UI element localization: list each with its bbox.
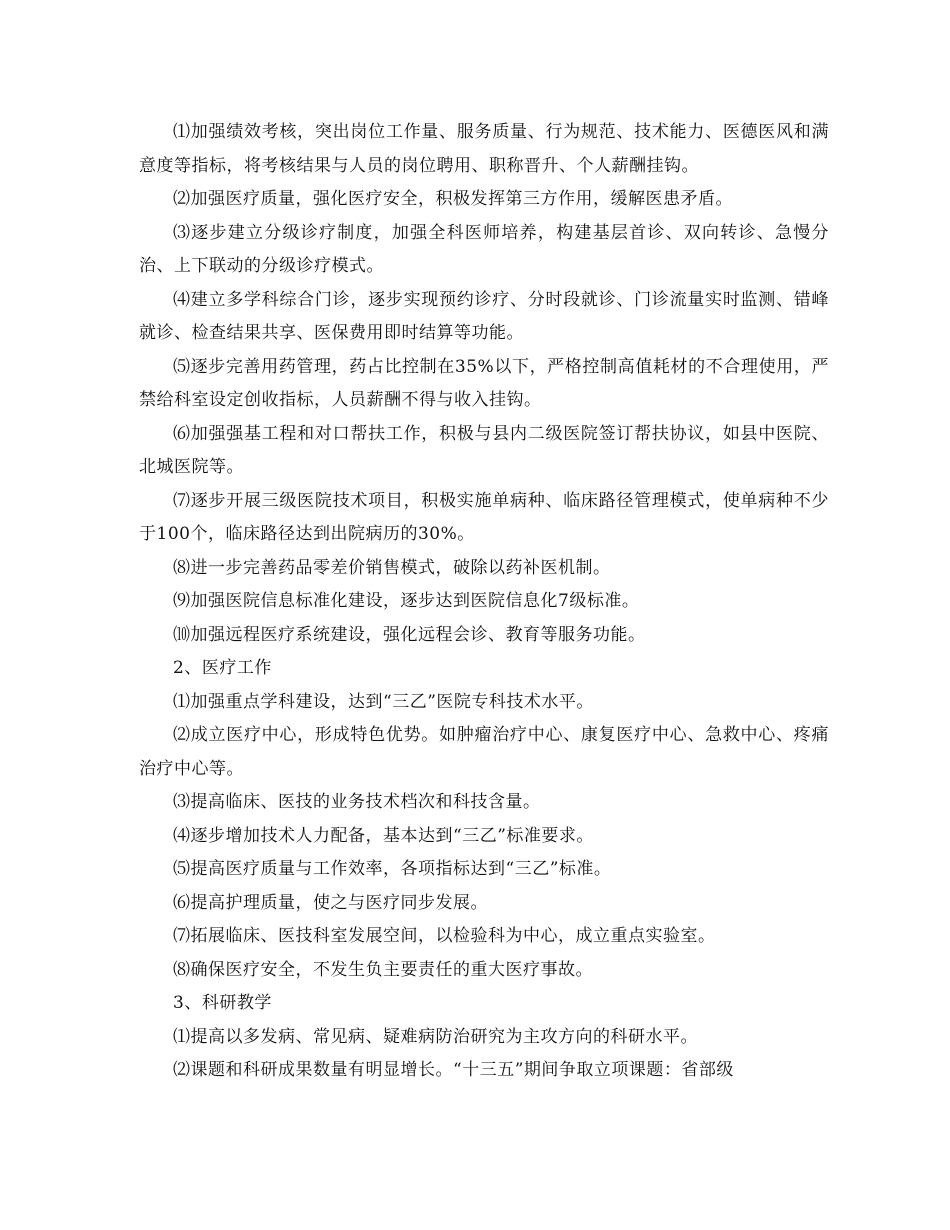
paragraph-4: ⑷建立多学科综合门诊，逐步实现预约诊疗、分时段就诊、门诊流量实时监测、错峰就诊、检查结果共享、医保费用即时结算等功能。 (139, 289, 829, 343)
paragraph-10: ⑽加强远程医疗系统建设，强化远程会诊、教育等服务功能。 (173, 624, 646, 645)
paragraph-17: ⑹提高护理质量，使之与医疗同步发展。 (173, 892, 488, 913)
paragraph-8: ⑻进一步完善药品零差价销售模式，破除以药补医机制。 (173, 557, 611, 578)
paragraph-5: ⑸逐步完善用药管理，药占比控制在35%以下，严格控制高值耗材的不合理使用，严禁给科室设定创收指标，人员薪酬不得与收入挂钩。 (139, 356, 829, 410)
paragraph-13: ⑵成立医疗中心，形成特色优势。如肿瘤治疗中心、康复医疗中心、急救中心、疼痛治疗中心等。 (139, 725, 829, 779)
section-heading-research-teaching: 3、科研教学 (173, 993, 272, 1013)
paragraph-9: ⑼加强医院信息标准化建设，逐步达到医院信息化7级标准。 (173, 591, 640, 611)
section-heading-medical-work: 2、医疗工作 (173, 658, 272, 678)
paragraph-15: ⑷逐步增加技术人力配备，基本达到“三乙”标准要求。 (173, 825, 594, 846)
paragraph-21: ⑴提高以多发病、常见病、疑难病防治研究为主攻方向的科研水平。 (173, 1026, 698, 1047)
paragraph-12: ⑴加强重点学科建设，达到“三乙”医院专科技术水平。 (173, 691, 594, 712)
paragraph-6: ⑹加强强基工程和对口帮扶工作，积极与县内二级医院签订帮扶协议，如县中医院、北城医院等。 (139, 423, 829, 477)
document-body (139, 116, 829, 1088)
paragraph-22: ⑵课题和科研成果数量有明显增长。“十三五”期间争取立项课题：省部级 (173, 1060, 734, 1080)
paragraph-1: ⑴加强绩效考核，突出岗位工作量、服务质量、行为规范、技术能力、医德医风和满意度等指标，将考核结果与人员的岗位聘用、职称晋升、个人薪酬挂钩。 (139, 122, 829, 176)
paragraph-7: ⑺逐步开展三级医院技术项目，积极实施单病种、临床路径管理模式，使单病种不少于100个，临床路径达到出院病历的30%。 (139, 490, 829, 544)
paragraph-16: ⑸提高医疗质量与工作效率，各项指标达到“三乙”标准。 (173, 859, 612, 879)
paragraph-14: ⑶提高临床、医技的业务技术档次和科技含量。 (173, 792, 541, 812)
paragraph-18: ⑺拓展临床、医技科室发展空间，以检验科为中心，成立重点实验室。 (173, 926, 716, 946)
paragraph-19: ⑻确保医疗安全，不发生负主要责任的重大医疗事故。 (173, 959, 593, 980)
paragraph-2: ⑵加强医疗质量，强化医疗安全，积极发挥第三方作用，缓解医患矛盾。 (173, 189, 733, 209)
paragraph-3: ⑶逐步建立分级诊疗制度，加强全科医师培养，构建基层首诊、双向转诊、急慢分治、上下联动的分级诊疗模式。 (139, 222, 829, 276)
